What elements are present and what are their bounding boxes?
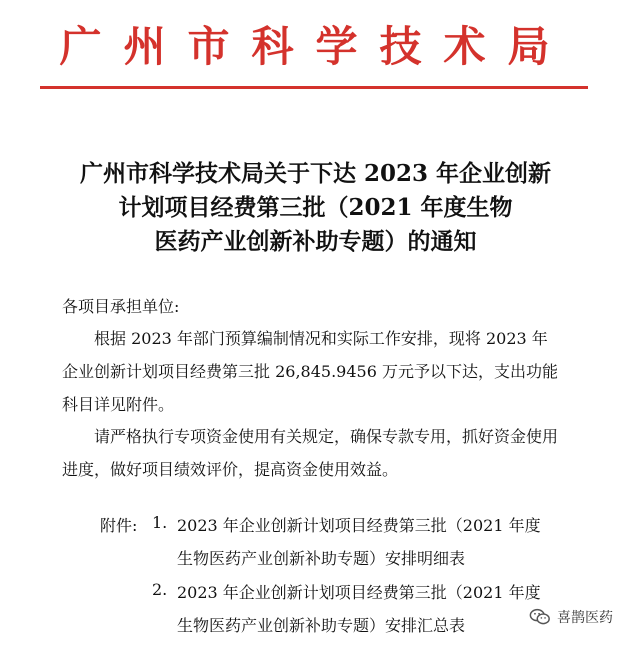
attachment-1-line-1: 2023 年企业创新计划项目经费第三批（2021 年度 [177,516,541,535]
watermark-text: 喜鹊医药 [557,610,613,626]
watermark [529,606,613,628]
attachments-label: 附件: [100,516,138,535]
org-header: 广州市科学技术局 [59,22,572,71]
document-title-line-2: 计划项目经费第三批（2021 年度生物 [118,194,513,221]
document-title-line-3: 医药产业创新补助专题）的通知 [154,228,477,255]
header-red-rule [40,86,588,89]
wechat-icon [529,606,551,628]
attachment-2-number: 2. [152,580,168,599]
attachment-1-line-2: 生物医药产业创新补助专题）安排明细表 [177,549,466,568]
attachment-1-number: 1. [152,513,168,532]
body-paragraph-2: 请严格执行专项资金使用有关规定，确保专款专用，抓好资金使用进度，做好项目绩效评价，提高资金使用效益。 [62,427,559,479]
attachment-2-line-2: 生物医药产业创新补助专题）安排汇总表 [177,616,466,635]
attachment-2-line-1: 2023 年企业创新计划项目经费第三批（2021 年度 [177,583,541,602]
salutation: 各项目承担单位: [62,297,180,316]
document-title-line-1: 广州市科学技术局关于下达 2023 年企业创新 [79,160,552,187]
body-paragraph-1: 根据 2023 年部门预算编制情况和实际工作安排，现将 2023 年企业创新计划项目经费第三批 26,845.9456 万元予以下达，支出功能科目详见附件。 [62,329,558,414]
